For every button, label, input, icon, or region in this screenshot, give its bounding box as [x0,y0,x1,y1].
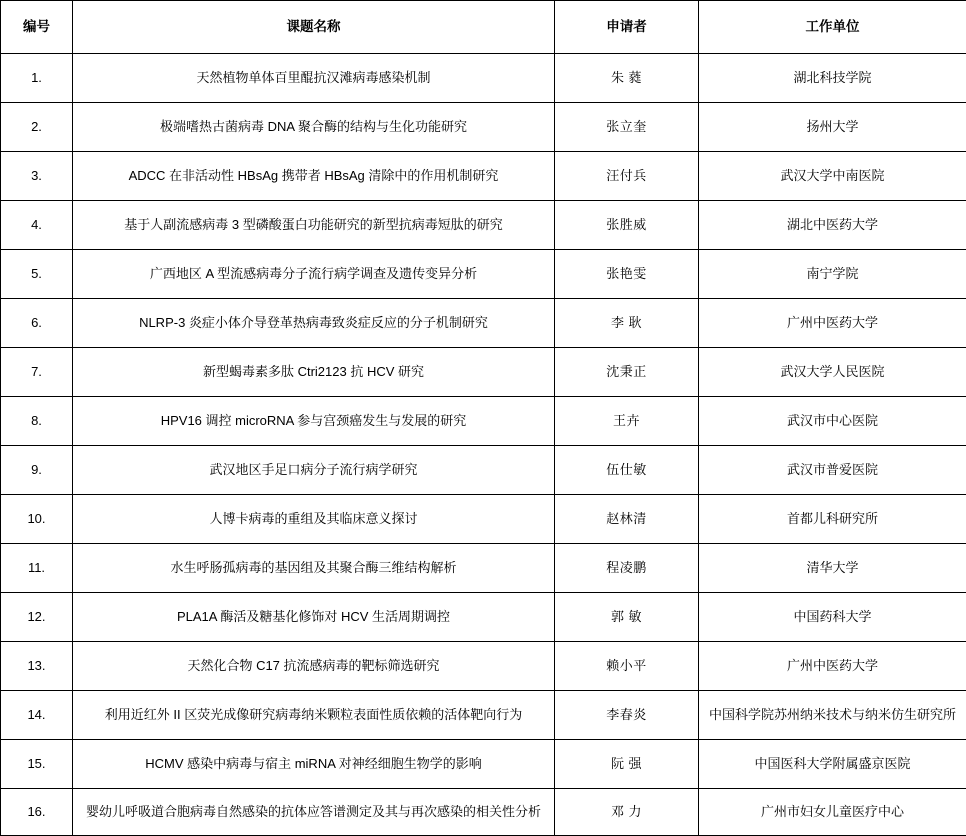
cell-applicant: 阮 强 [555,740,699,789]
cell-no: 16. [1,789,73,836]
cell-no: 8. [1,397,73,446]
cell-applicant: 李 耿 [555,299,699,348]
table-row [1,642,966,691]
cell-organization: 广州中医药大学 [699,299,966,348]
cell-organization: 中国医科大学附属盛京医院 [699,740,966,789]
cell-organization: 湖北中医药大学 [699,201,966,250]
cell-organization: 中国药科大学 [699,593,966,642]
cell-no: 11. [1,544,73,593]
cell-organization: 广州中医药大学 [699,642,966,691]
cell-title: HCMV 感染中病毒与宿主 miRNA 对神经细胞生物学的影响 [73,740,555,789]
table-header [1,1,966,54]
table-row [1,495,966,544]
cell-applicant: 沈秉正 [555,348,699,397]
table-row [1,691,966,740]
cell-applicant: 张胜威 [555,201,699,250]
cell-applicant: 李春炎 [555,691,699,740]
table-row [1,397,966,446]
cell-no: 4. [1,201,73,250]
cell-no: 9. [1,446,73,495]
cell-organization: 武汉市中心医院 [699,397,966,446]
cell-title: 新型蝎毒素多肽 Ctri2123 抗 HCV 研究 [73,348,555,397]
cell-organization: 武汉大学中南医院 [699,152,966,201]
cell-no: 14. [1,691,73,740]
cell-applicant: 张艳雯 [555,250,699,299]
cell-title: 天然植物单体百里醌抗汉滩病毒感染机制 [73,54,555,103]
cell-no: 1. [1,54,73,103]
cell-organization: 武汉大学人民医院 [699,348,966,397]
cell-title: 利用近红外 II 区荧光成像研究病毒纳米颗粒表面性质依赖的活体靶向行为 [73,691,555,740]
cell-title: 基于人副流感病毒 3 型磷酸蛋白功能研究的新型抗病毒短肽的研究 [73,201,555,250]
table-row [1,250,966,299]
table-header-row [1,1,966,54]
cell-no: 6. [1,299,73,348]
cell-title: 婴幼儿呼吸道合胞病毒自然感染的抗体应答谱测定及其与再次感染的相关性分析 [73,789,555,836]
cell-applicant: 汪付兵 [555,152,699,201]
cell-applicant: 赵林清 [555,495,699,544]
cell-no: 15. [1,740,73,789]
cell-organization: 中国科学院苏州纳米技术与纳米仿生研究所 [699,691,966,740]
cell-title: 水生呼肠孤病毒的基因组及其聚合酶三维结构解析 [73,544,555,593]
cell-organization: 清华大学 [699,544,966,593]
cell-organization: 首都儿科研究所 [699,495,966,544]
table-row [1,593,966,642]
table-row [1,740,966,789]
cell-no: 2. [1,103,73,152]
cell-applicant: 王卉 [555,397,699,446]
cell-title: NLRP-3 炎症小体介导登革热病毒致炎症反应的分子机制研究 [73,299,555,348]
cell-applicant: 郭 敏 [555,593,699,642]
cell-no: 3. [1,152,73,201]
table-row [1,152,966,201]
cell-title: 武汉地区手足口病分子流行病学研究 [73,446,555,495]
cell-title: PLA1A 酶活及糖基化修饰对 HCV 生活周期调控 [73,593,555,642]
table-row [1,201,966,250]
table-row [1,789,966,836]
cell-title: 广西地区 A 型流感病毒分子流行病学调查及遗传变异分析 [73,250,555,299]
cell-no: 12. [1,593,73,642]
column-header-no: 编号 [1,1,73,54]
cell-organization: 南宁学院 [699,250,966,299]
cell-organization: 扬州大学 [699,103,966,152]
table-row [1,446,966,495]
cell-organization: 湖北科技学院 [699,54,966,103]
table-body [1,54,966,836]
cell-no: 5. [1,250,73,299]
cell-applicant: 张立奎 [555,103,699,152]
cell-no: 13. [1,642,73,691]
cell-title: 人博卡病毒的重组及其临床意义探讨 [73,495,555,544]
cell-title: HPV16 调控 microRNA 参与宫颈癌发生与发展的研究 [73,397,555,446]
cell-applicant: 赖小平 [555,642,699,691]
table-row [1,103,966,152]
cell-applicant: 朱 蕤 [555,54,699,103]
cell-applicant: 程凌鹏 [555,544,699,593]
table-row [1,348,966,397]
cell-title: 极端嗜热古菌病毒 DNA 聚合酶的结构与生化功能研究 [73,103,555,152]
cell-title: 天然化合物 C17 抗流感病毒的靶标筛选研究 [73,642,555,691]
column-header-organization: 工作单位 [699,1,966,54]
cell-applicant: 邓 力 [555,789,699,836]
column-header-applicant: 申请者 [555,1,699,54]
cell-no: 10. [1,495,73,544]
cell-applicant: 伍仕敏 [555,446,699,495]
table-row [1,299,966,348]
cell-organization: 武汉市普爱医院 [699,446,966,495]
table-row [1,544,966,593]
cell-organization: 广州市妇女儿童医疗中心 [699,789,966,836]
cell-title: ADCC 在非活动性 HBsAg 携带者 HBsAg 清除中的作用机制研究 [73,152,555,201]
cell-no: 7. [1,348,73,397]
column-header-title: 课题名称 [73,1,555,54]
table-row [1,54,966,103]
